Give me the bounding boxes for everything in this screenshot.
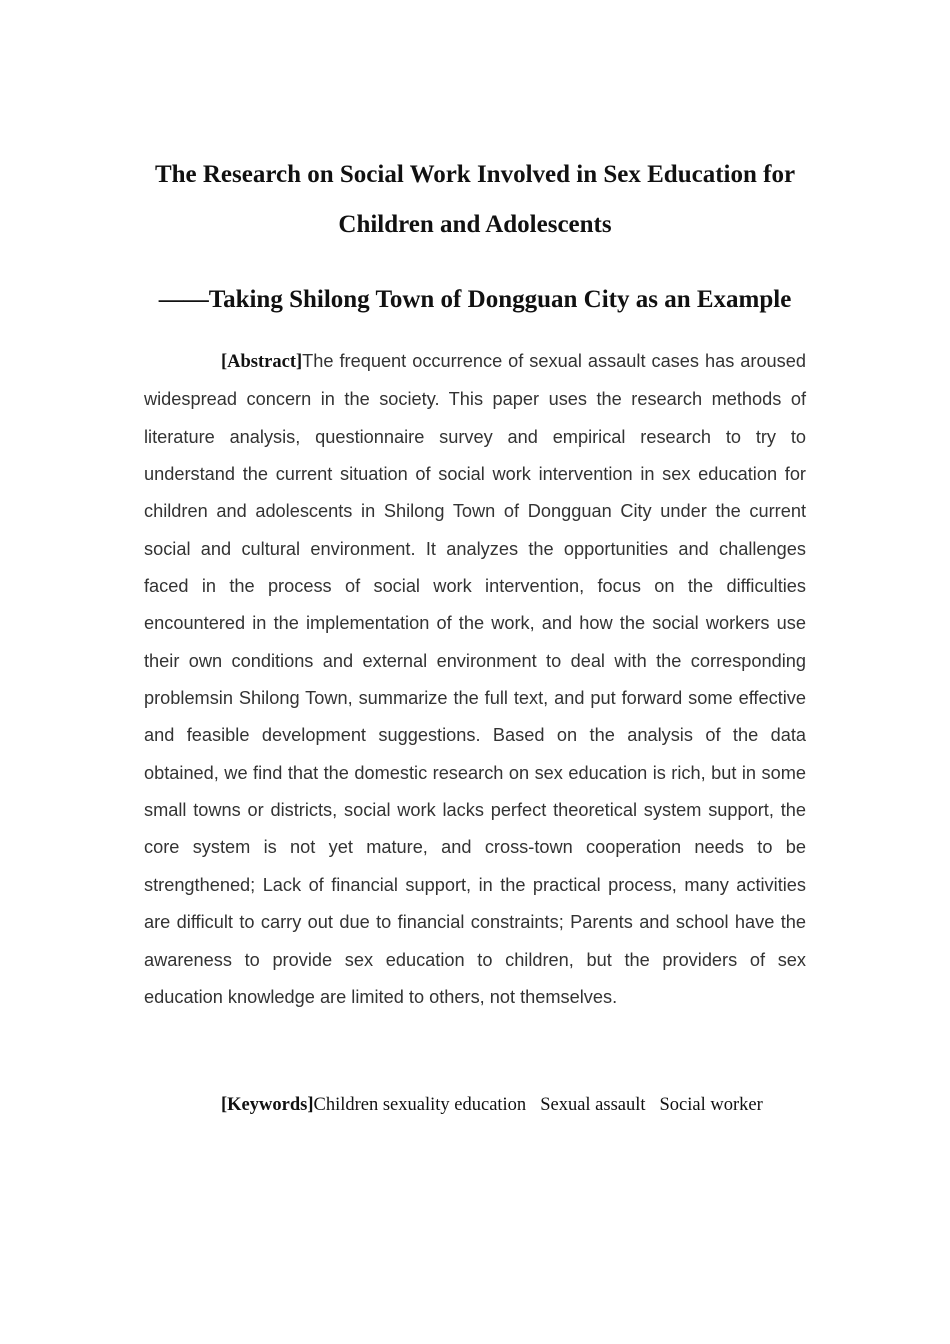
title-line-1: The Research on Social Work Involved in Sex Education for: [154, 161, 796, 188]
abstract-label: [Abstract]: [221, 352, 303, 372]
keywords-label: [Keywords]: [221, 1095, 314, 1115]
keyword-item: Children sexuality education: [313, 1095, 527, 1115]
keyword-item: Sexual assault: [540, 1095, 646, 1115]
abstract-paragraph: [144, 343, 806, 1016]
title-line-2: Children and Adolescents: [338, 211, 612, 238]
keywords-line: [221, 1088, 841, 1122]
abstract-text: The frequent occurrence of sexual assault cases has aroused widespread concern in the society. This paper uses the research methods of literature analysis, questionnaire survey and empirical research to try to understand the current situation of social work intervention in sex education for children and adolescents in Shilong Town of Dongguan City under the current social and cultural environment. It analyzes the opportunities and challenges faced in the process of social work intervention, focus on the difficulties encountered in the implementation of the work, and how the social workers use their own conditions and external environment to deal with the corresponding problemsin Shilong Town, summarize the full text, and put forward some effective and feasible development suggestions. Based on the analysis of the data obtained, we find that the domestic research on sex education is rich, but in some small towns or districts, social work lacks perfect theoretical system support, the core system is not yet mature, and cross-town cooperation needs to be strengthened; Lack of financial support, in the practical process, many activities are difficult to carry out due to financial constraints; Parents and school have the awareness to provide sex education to children, but the providers of sex education knowledge are limited to others, not themselves.: [144, 351, 806, 1007]
subtitle: ——Taking Shilong Town of Dongguan City as an Example: [158, 286, 792, 313]
keyword-item: Social worker: [659, 1095, 763, 1115]
